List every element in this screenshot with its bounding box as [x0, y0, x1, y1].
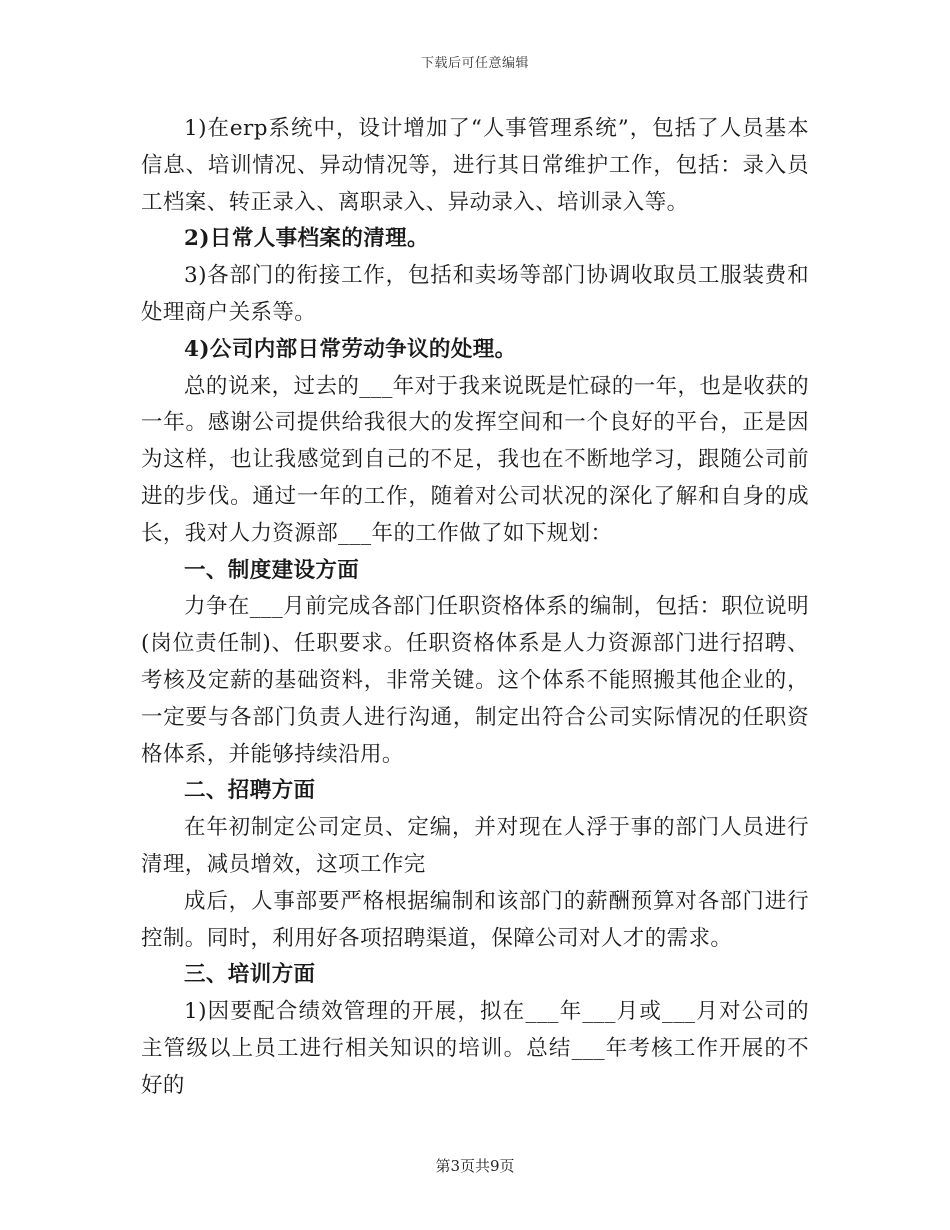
paragraph-qualification-system: 力争在___月前完成各部门任职资格体系的编制，包括：职位说明(岗位责任制)、任职要求。任职资格体系是人力资源部门进行招聘、考核及定薪的基础资料，非常关键。这个体系不能照搬其他企业的，一定要与各部门负责人进行沟通，制定出符合公司实际情况的任职资格体系，并能够持续沿用。 — [141, 594, 809, 767]
paragraph-archive-cleanup: 2)日常人事档案的清理。 — [184, 226, 429, 252]
paragraph-training-plan: 1)因要配合绩效管理的开展，拟在___年___月或___月对公司的主管级以上员工进行相关知识的培训。总结___年考核工作开展的不好的 — [141, 999, 809, 1098]
paragraph-summary: 总的说来，过去的___年对于我来说既是忙碌的一年，也是收获的一年。感谢公司提供给我很大的发挥空间和一个良好的平台，正是因为这样，也让我感觉到自己的不足，我也在不断地学习，跟随公司前进的步伐。通过一年的工作，随着对公司状况的深化了解和自身的成长，我对人力资源部___年的工作做了如下规划： — [141, 373, 809, 546]
section-heading-training: 三、培训方面 — [184, 962, 316, 988]
document-body — [141, 111, 809, 1105]
paragraph-staffing: 在年初制定公司定员、定编，并对现在人浮于事的部门人员进行清理，减员增效，这项工作完 — [141, 815, 809, 877]
section-heading-recruitment: 二、招聘方面 — [184, 778, 316, 804]
paragraph-hr-system: 1)在erp系统中，设计增加了“人事管理系统”，包括了人员基本信息、培训情况、异动情况等，进行其日常维护工作，包括：录入员工档案、转正录入、离职录入、异动录入、培训录入等。 — [141, 116, 809, 215]
paragraph-department-liaison: 3)各部门的衔接工作，包括和卖场等部门协调收取员工服装费和处理商户关系等。 — [141, 263, 809, 325]
page-number: 第3页共9页 — [435, 1157, 515, 1175]
paragraph-labor-disputes: 4)公司内部日常劳动争议的处理。 — [184, 336, 517, 362]
section-heading-institution: 一、制度建设方面 — [184, 557, 360, 583]
page-header: 下载后可任意编辑 — [420, 56, 529, 71]
paragraph-budget-control: 成后，人事部要严格根据编制和该部门的薪酬预算对各部门进行控制。同时，利用好各项招聘渠道，保障公司对人才的需求。 — [141, 888, 809, 951]
